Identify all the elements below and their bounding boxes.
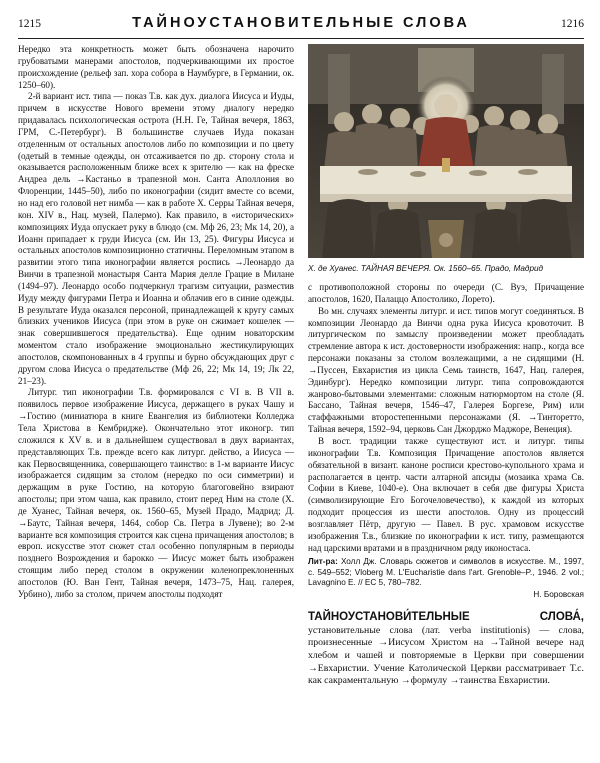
entry-headword: ТАЙНОУСТАНОВИ́ТЕЛЬНЫЕ СЛОВА́, [308, 611, 584, 624]
running-title: ТАЙНОУСТАНОВИТЕЛЬНЫЕ СЛОВА [132, 15, 470, 31]
paragraph: с противоположной стороны по очереди (С. Вуэ, Причащение апостолов, 1620, Палаццо Апостолико, Лорето). [308, 282, 584, 304]
paragraph: 2-й вариант ист. типа — показ Т.в. как дух. диалога Иисуса и Иуды, причем в искусстве Нового времени этому диалогу нередко придавалась психологическая острота (Н.Н. Ге, Тайная вечеря, 1863, ГРМ, С.-Петербург). В большинстве случаев Иуда показан отделенным от остальных апостолов либо по композиции и по цвету (одетый в темные одежды, он отсаживается по др. сторону стола и оказывается расположенным ближе всех к зрителю — как на фреске Андреа дель →Кастаньо в трапезной мон. Санта Аполлония во Флоренции, 1445–50), либо по иконографии (сидит вместе со всеми, но над его головой нет нимба — как в работе Х. Серры Тайная вечеря, кон. XIV в., Нац. музей, Палермо). Как правило, в «исторических» композициях Иуда опускает руку в блюдо (см. Мф 26, 23; Мк 14, 20), а Иоанн припадает к груди Иисуса (см. Ин 13, 25). Фигуры Иисуса и остальных апостолов композиционно статичны. Переломным этапом в развитии этого типа иконографии является роспись →Леонардо да Винчи в трапезной монастыря Санта Мария делле Грацие в Милане (1494–97). Леонардо особо подчеркнул трагизм ситуации, разместив Иуду между фигурами Петра и Иоанна и облачив его в синие одежды. В результате Иуда оказался персоной, принадлежащей к кругу самых близких учеников Иисуса (при этом в руке он сжимает кошелек — знак совершившегося предательства). Еще одним новаторским моментом стало изображение эмоционально жестикулирующих апостолов, скомпонованных в 4 группы и бурно обсуждающих друг с другом слова Иисуса о предательстве (Мф 26, 22; Мк 14, 19; Лк 22, 21–23). [18, 91, 294, 386]
page-number-right: 1216 [561, 18, 584, 30]
painting-image [308, 44, 584, 258]
page-number-left: 1215 [18, 18, 41, 30]
literature-text: Холл Дж. Словарь сюжетов и символов в искусстве. М., 1997, с. 549–552; Vloberg M. L'Eucharistie dans l'art. Grenoble–P., 1946. 2 vol.; Lavagnino E. // EC 5, 780–782. [308, 557, 584, 587]
literature-note [308, 557, 584, 588]
paragraph: Во мн. случаях элементы литург. и ист. типов могут соединяться. В композиции Леонардо да Винчи одна рука Иисуса кровоточит. В литургическом по замыслу произведении может преобладать стремление автора к ист. достоверности изображения: напр., когда все персонажи показаны за столом возлежащими, а не сидящими (Н. →Пуссен, Евхаристия из цикла Семь таинств, 1647, Нац. галерея, Эдинбург). Нередко композиции литург. типа сопровождаются жанрово-бытовыми элементами: сложным натюрмортом на столе (Я. Бассано, Тайная вечеря, 1546–47, Галерея Боргезе, Рим) или стаффажными второстепенными персонажами (Я. →Тинторетто, Тайная вечеря, 1592–94, церковь Сан Джорджо Маджоре, Венеция). [308, 305, 584, 435]
dictionary-entry [308, 611, 584, 688]
paragraph: Нередко эта конкретность может быть обозначена нарочито грубоватыми манерами апостолов, подчеркивающими их простое происхождение (рельеф зап. хора собора в Наумбурге, в Германии, ок. 1250–60). [18, 44, 294, 90]
page-header [18, 14, 584, 39]
figure-caption: Х. де Хуанес. ТАЙНАЯ ВЕЧЕРЯ. Ок. 1560–65. Прадо, Мадрид [308, 264, 544, 273]
author-signature: Н. Боровская [533, 590, 584, 600]
literature-label: Лит-ра: [308, 557, 338, 567]
paragraph: В вост. традиции также существуют ист. и литург. типы иконографии Т.в. Композиция Причащение апостолов является обязательной в визант. каноне росписи крестово-купольного храма и располагается в центр. части алтарной апсиды (мозаика храма Св. Софии в Киеве, 1040-е). Она включает в себя две фигуры Христа (символизирующие Его Богочеловечество), к каждой из которых подходит процессия из шести апостолов. Одну из процессий возглавляет Пётр, другую — Павел. В рус. храмовом искусстве изображения Т.в., близкие по иконографии к ист. типу, размещаются над царскими вратами и в праздничном ряду иконостаса. [308, 435, 584, 553]
paragraph: Литург. тип иконографии Т.в. формировался с VI в. В VII в. появилось первое изображение Иисуса, держащего в руках Чашу и →Гостию (миниатюра в книге Евангелия из библиотеки Колледжа Тела Христова в Кембридже). Окончательно этот иконогр. тип сложился к XV в. и в дальнейшем существовал в двух вариантах, представляющих Т.в. прежде всего как литург. действо, а Иисуса — как Первосвященника, совершающего таинство: в 1-м варианте Иисус изображается сидящим за столом (нередко по оси симметрии) и держащим в руке Гостию, на которую благоговейно взирают апостолы; при этом чаша, как правило, стоит перед Ним на столе (Х. де Хуанес, Тайная вечеря, ок. 1560–65, Музей Прадо, Мадрид; Д. →Баутс, Тайная вечеря, 1464, собор Св. Петра в Лувене); во 2-м варианте вся композиция строится как сцена причащения апостолов; в европ. искусстве этот сюжет стал особенно популярным в периоды позднего Возрождения и барокко — Иисус может быть изображен стоящим либо перед столом в окружении коленопреклоненных апостолов (Ю. Ван Гент, Тайная вечеря, 1473–75, Нац. галерея, Урбино), либо за столом, причем апостолы подходят [18, 387, 294, 599]
entry-text: установительные слова (лат. verba institutionis) — слова, произнесенные →Иисусом Христом на →Тайной вечере над хлебом и чашей и повторяемые в Церкви при совершении →Евхаристии. Учение Католической Церкви рассматривает Т.с. как сакраментальную →формулу →таинства Евхаристии. [308, 624, 584, 687]
right-column [308, 44, 584, 749]
left-column [18, 44, 294, 749]
last-supper-painting [308, 44, 584, 258]
